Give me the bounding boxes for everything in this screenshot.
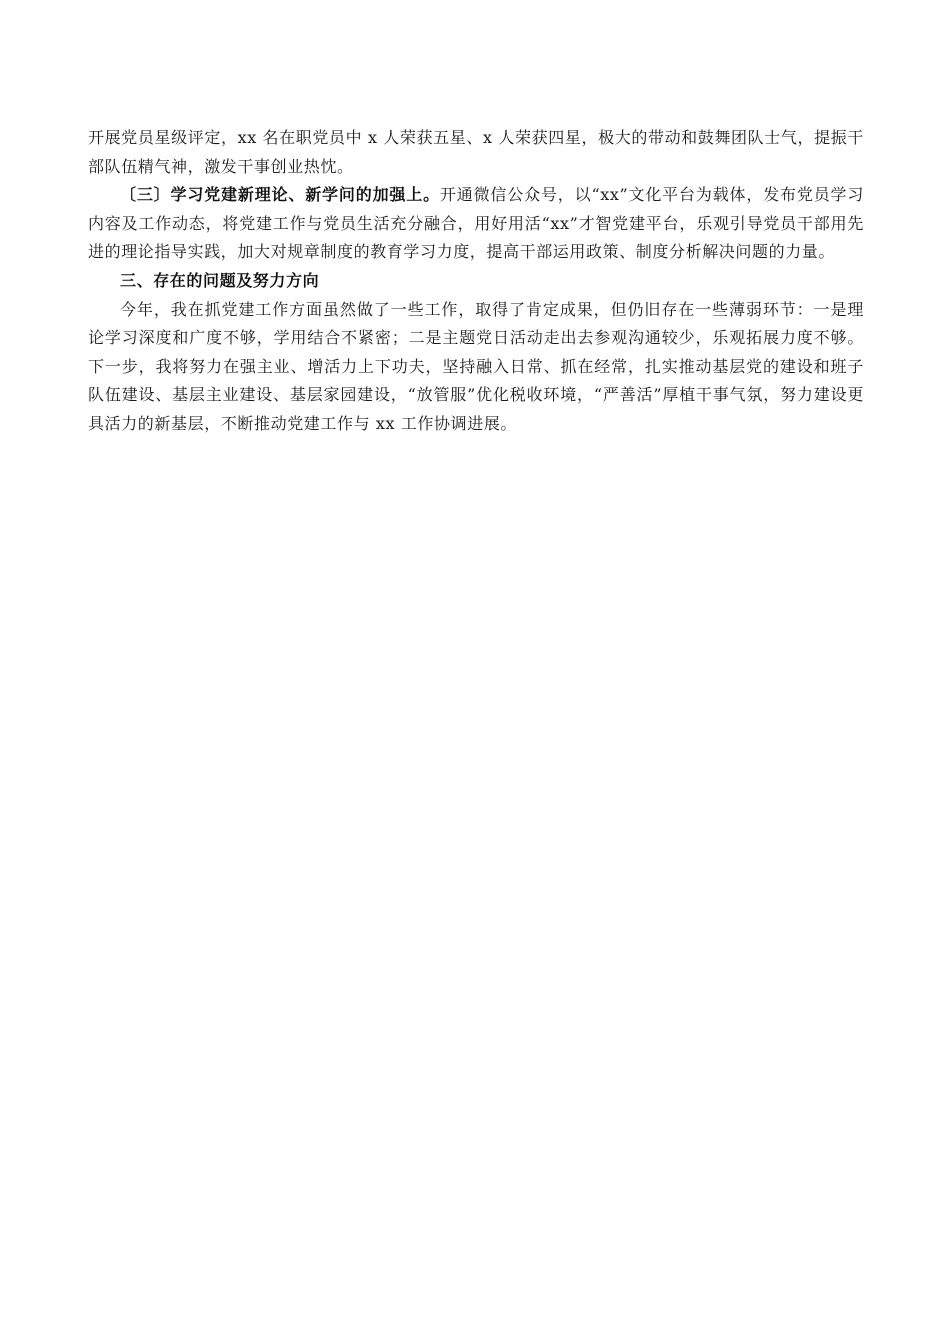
paragraph-theory-study-body: 开通微信公众号，以“xx”文化平台为载体，发布党员学习内容及工作动态，将党建工作与党员生活充分融合，用好用活“xx”才智党建平台，乐观引导党员干部用先进的理论指导实践，加大对规章制度的教育学习力度，提高干部运用政策、制度分析解决问题的力量。: [88, 185, 864, 262]
document-page: [88, 124, 864, 439]
paragraph-star-rating: 开展党员星级评定，xx 名在职党员中 x 人荣获五星、x 人荣获四星，极大的带动和鼓舞团队士气，提振干部队伍精气神，激发干事创业热忱。: [88, 128, 864, 176]
section-title-problems: 三、存在的问题及努力方向: [120, 270, 320, 290]
paragraph-problems-direction: 今年，我在抓党建工作方面虽然做了一些工作，取得了肯定成果，但仍旧存在一些薄弱环节：一是理论学习深度和广度不够，学用结合不紧密；二是主题党日活动走出去参观沟通较少，乐观拓展力度不够。下一步，我将努力在强主业、增活力上下功夫，坚持融入日常、抓在经常，扎实推动基层党的建设和班子队伍建设、基层主业建设、基层家园建设，“放管服”优化税收环境，“严善活”厚植干事气氛，努力建设更具活力的新基层，不断推动党建工作与 xx 工作协调进展。: [88, 299, 864, 433]
paragraph-theory-study: [88, 181, 864, 267]
subsection-heading-3: 〔三〕学习党建新理论、新学问的加强上。: [120, 185, 440, 205]
